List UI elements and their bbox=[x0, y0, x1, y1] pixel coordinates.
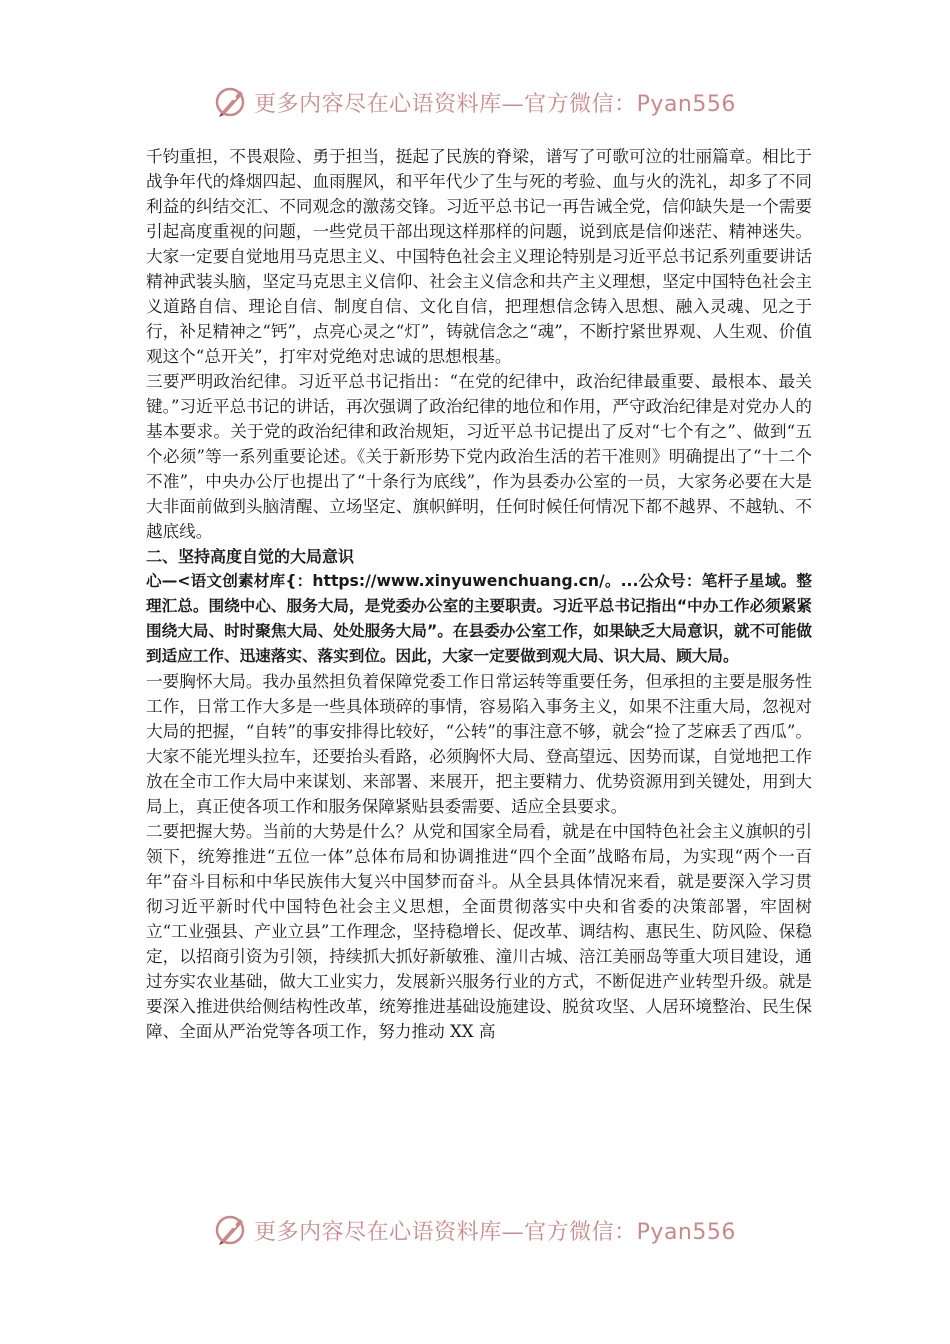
paragraph-discipline: 三要严明政治纪律。习近平总书记指出：“在党的纪律中，政治纪律最重要、最根本、最关键。”习近平总书记的讲话，再次强调了政治纪律的地位和作用，严守政治纪律是对党办人的基本要求。关于党的政治纪律和政治规矩，习近平总书记提出了反对“七个有之”、做到“五个必须”等一系列重要论述。《关于新形势下党内政治生活的若干准则》明确提出了“十二个不准”，中央办公厅也提出了“十条行为底线”，作为县委办公室的一员，大家务必要在大是大非面前做到头脑清醒、立场坚定、旗帜鲜明，任何时候任何情况下都不越界、不越轨、不越底线。 bbox=[146, 372, 812, 541]
footer-banner bbox=[0, 1210, 950, 1250]
footer-banner-text: 更多内容尽在心语资料库—官方微信：Pyan556 bbox=[254, 1219, 736, 1245]
pen-logo-icon bbox=[214, 85, 248, 119]
section-heading-overall-situation: 二、坚持高度自觉的大局意识 bbox=[146, 547, 355, 566]
document-body bbox=[146, 144, 812, 1044]
paragraph-faith: 千钧重担，不畏艰险、勇于担当，挺起了民族的脊梁，谱写了可歌可泣的壮丽篇章。相比于战争年代的烽烟四起、血雨腥风，和平年代少了生与死的考验、血与火的洗礼，却多了不同利益的纠结交汇、不同观念的激荡交锋。习近平总书记一再告诫全党，信仰缺失是一个需要引起高度重视的问题，一些党员干部出现这样那样的问题，说到底是信仰迷茫、精神迷失。大家一定要自觉地用马克思主义、中国特色社会主义理论特别是习近平总书记系列重要讲话精神武装头脑，坚定马克思主义信仰、社会主义信念和共产主义理想，坚定中国特色社会主义道路自信、理论自信、制度自信、文化自信，把理想信念铸入思想、融入灵魂、见之于行，补足精神之“钙”，点亮心灵之“灯”，铸就信念之“魂”，不断拧紧世界观、人生观、价值观这个“总开关”，打牢对党绝对忠诚的思想根基。 bbox=[146, 147, 812, 366]
header-banner bbox=[0, 82, 950, 122]
paragraph-embrace-overall: 一要胸怀大局。我办虽然担负着保障党委工作日常运转等重要任务，但承担的主要是服务性工作，日常工作大多是一些具体琐碎的事情，容易陷入事务主义，如果不注重大局，忽视对大局的把握，“自转”的事安排得比较好，“公转”的事注意不够，就会“捡了芝麻丢了西瓜”。大家不能光埋头拉车，还要抬头看路，必须胸怀大局、登高望远、因势而谋，自觉地把工作放在全市工作大局中来谋划、来部署、来展开，把主要精力、优势资源用到关键处，用到大局上，真正使各项工作和服务保障紧贴县委需要、适应全县要求。 bbox=[146, 672, 812, 816]
paragraph-intro-overall-situation: 心—<语文创素材库{：https://www.xinyuwenchuang.cn/。...公众号：笔杆子星域。整理汇总。围绕中心、服务大局，是党委办公室的主要职责。习近平总书记指出“中办工作必须紧紧围绕大局、时时聚焦大局、处处服务大局”。在县委办公室工作，如果缺乏大局意识，就不可能做到适应工作、迅速落实、落实到位。因此，大家一定要做到观大局、识大局、顾大局。 bbox=[146, 572, 812, 665]
pen-logo-icon bbox=[214, 1213, 248, 1247]
paragraph-grasp-trend: 二要把握大势。当前的大势是什么？从党和国家全局看，就是在中国特色社会主义旗帜的引领下，统筹推进“五位一体”总体布局和协调推进“四个全面”战略布局，为实现“两个一百年”奋斗目标和中华民族伟大复兴中国梦而奋斗。从全县具体情况来看，就是要深入学习贯彻习近平新时代中国特色社会主义思想，全面贯彻落实中央和省委的决策部署，牢固树立“工业强县、产业立县”工作理念，坚持稳增长、促改革、调结构、惠民生、防风险、保稳定，以招商引资为引领，持续抓大抓好新敏雅、潼川古城、涪江美丽岛等重大项目建设，通过夯实农业基础，做大工业实力，发展新兴服务行业的方式，不断促进产业转型升级。就是要深入推进供给侧结构性改革，统筹推进基础设施建设、脱贫攻坚、人居环境整治、民生保障、全面从严治党等各项工作，努力推动 XX 高 bbox=[146, 822, 812, 1041]
header-banner-text: 更多内容尽在心语资料库—官方微信：Pyan556 bbox=[254, 91, 736, 117]
